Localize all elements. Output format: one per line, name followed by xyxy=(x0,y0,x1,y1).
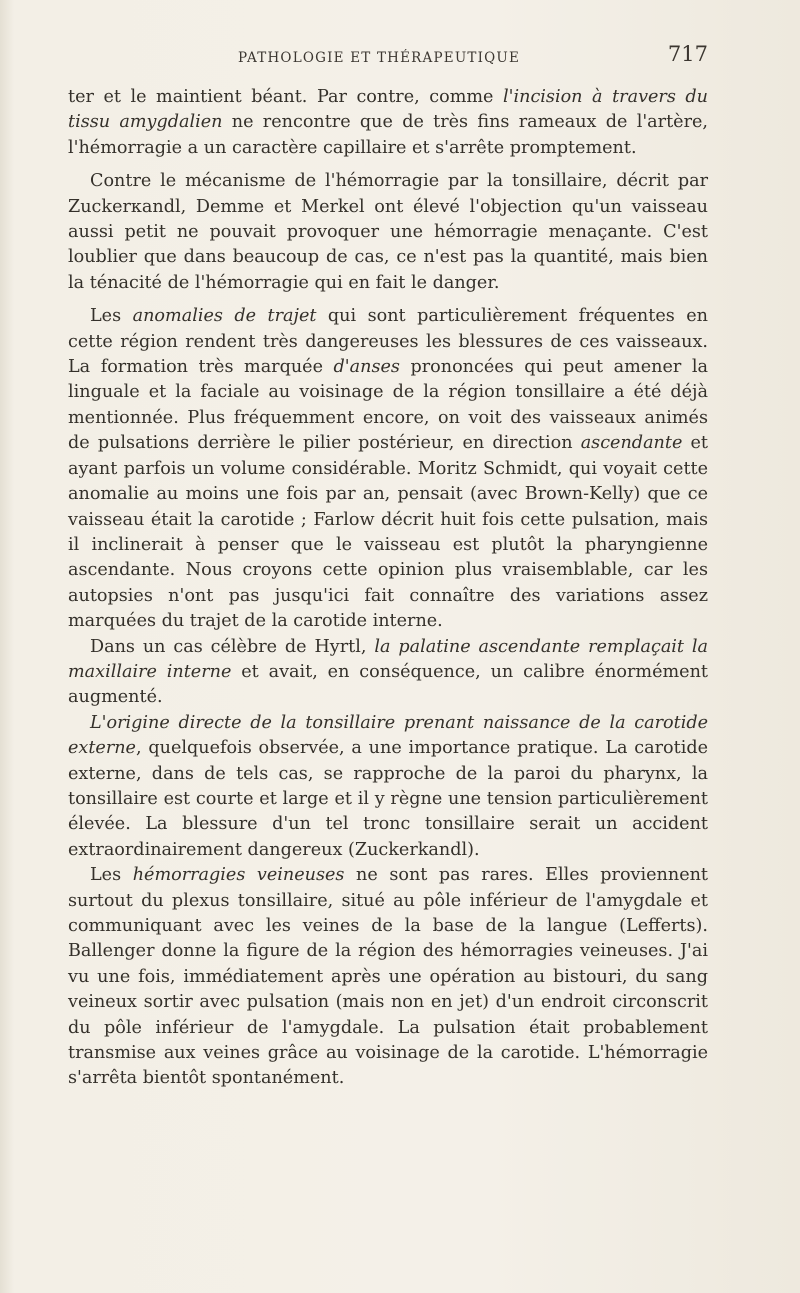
paragraph xyxy=(68,711,708,863)
paragraph xyxy=(68,304,708,634)
italic-run: ascendante xyxy=(580,433,683,454)
italic-run: hémorragies veineuses xyxy=(132,865,345,886)
page-number: 717 xyxy=(667,42,708,66)
text-run: Les xyxy=(90,865,133,886)
italic-run: d'anses xyxy=(333,357,400,378)
paragraph xyxy=(68,85,708,161)
text-run: Les xyxy=(90,306,133,327)
text-run: ne sont pas rares. Elles proviennent surtout du plexus tonsillaire, situé au pôle inférieur de l'amygdale et communiquant avec les veines de la base de la langue (Lefferts). Ballenger donne la figure de la région des hémorragies veineuses. J'ai vu une fois, immédiatement après une opération au bistouri, du sang veineux sortir avec pulsation (mais non en jet) d'un endroit circonscrit du pôle inférieur de l'amygdale. La pulsation était probablement transmise aux veines grâce au voisinage de la carotide. L'hémorragie s'arrêta bientôt spontanément. xyxy=(68,865,709,1089)
italic-run: l'incision à travers du tissu amygdalien xyxy=(68,87,708,133)
text-run: prononcées qui peut amener la linguale et la faciale au voisinage de la région tonsillaire a été déjà mentionnée. Plus fréquemment encore, on voit des vaisseaux animés de pulsations derrière le pilier postérieur, en direction xyxy=(68,357,708,454)
page-header xyxy=(68,42,708,72)
text-run: et avait, en conséquence, un calibre énormément augmenté. xyxy=(68,661,708,708)
running-head: PATHOLOGIE ET THÉRAPEUTIQUE xyxy=(238,50,521,66)
paragraph xyxy=(68,863,708,1092)
italic-run: L'origine directe de la tonsillaire prenant naissance de la carotide externe xyxy=(68,712,708,759)
italic-run: la palatine ascendante remplaçait la maxillaire interne xyxy=(68,636,708,682)
text-run: ter et le maintient béant. Par contre, comme xyxy=(68,87,504,107)
text-run: ne rencontre que de très fins rameaux de l'artère, l'hémorragie a un caractère capillaire et s'arrête promptement. xyxy=(68,112,708,158)
paragraph xyxy=(68,635,708,711)
paragraph xyxy=(68,169,708,296)
text-run: qui sont particulièrement fréquentes en cette région rendent très dangereuses les blessures de ces vaisseaux. La formation très marquée xyxy=(68,306,708,378)
text-run: , quelquefois observée, a une importance pratique. La carotide externe, dans de tels cas, se rapproche de la paroi du pharynx, la tonsillaire est courte et large et il y règne une tension particulièrement élevée. La blessure d'un tel tronc tonsillaire serait un accident extraordinairement dangereux (Zuckerkandl). xyxy=(68,738,708,860)
body-text xyxy=(68,85,708,1092)
italic-run: anomalies de trajet xyxy=(132,306,317,327)
text-run: et ayant parfois un volume considérable. Moritz Schmidt, qui voyait cette anomalie au moins une fois par an, pensait (avec Brown-Kelly) que ce vaisseau était la carotide ; Farlow décrit huit fois cette pulsation, mais il inclinerait à penser que le vaisseau est plutôt la pharyngienne ascendante. Nous croyons cette opinion plus vraisemblable, car les autopsies n'ont pas jusqu'ici fait connaître des variations assez marquées du trajet de la carotide interne. xyxy=(68,433,708,632)
text-run: Contre le mécanisme de l'hémorragie par la tonsillaire, décrit par Zuckerкandl, Demme et Merkel ont élevé l'objection qu'un vaisseau aussi petit ne pouvait provoquer une hémorragie menaçante. C'est loublier que dans beaucoup de cas, ce n'est pas la quantité, mais bien la ténacité de l'hémorragie qui en fait le danger. xyxy=(68,171,708,293)
text-run: Dans un cas célèbre de Hyrtl, xyxy=(90,636,375,657)
